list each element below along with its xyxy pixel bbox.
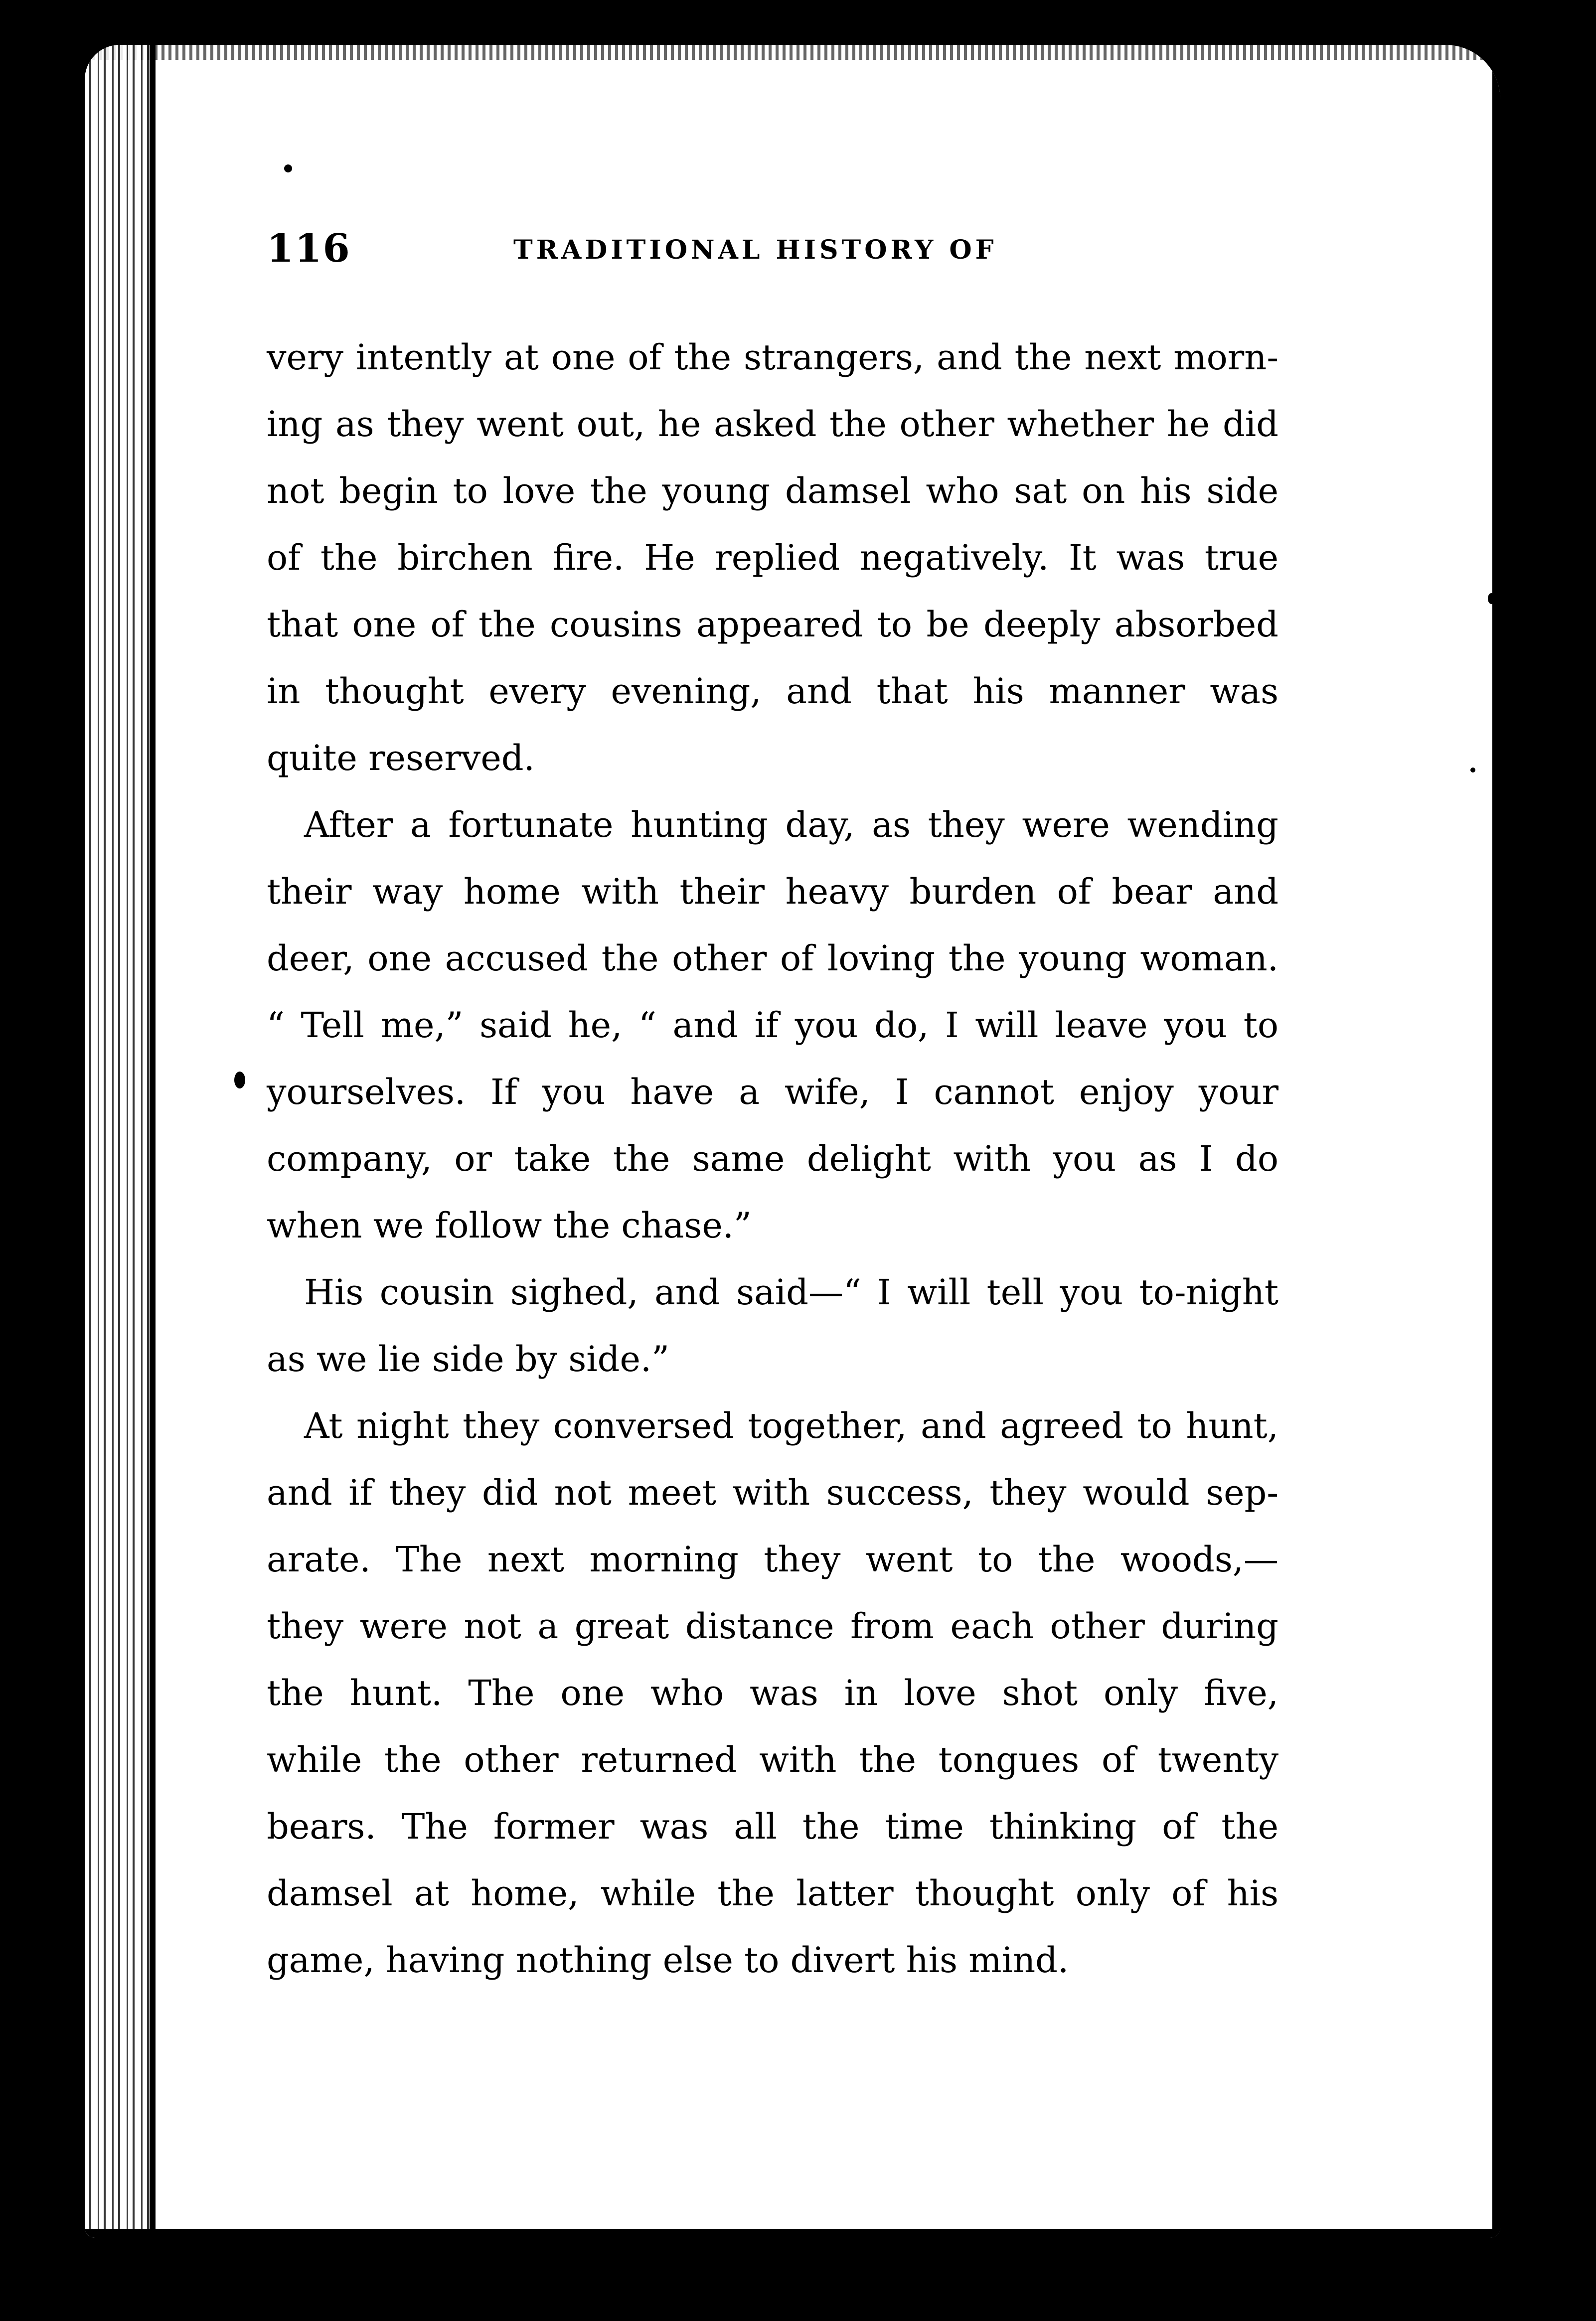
- text-line: company, or take the same delight with you as I do: [267, 1138, 1278, 1179]
- print-speck: [1488, 593, 1495, 604]
- text-line: as we lie side by side.”: [267, 1339, 669, 1380]
- text-line: that one of the cousins appeared to be deeply absorbed: [267, 604, 1278, 645]
- text-line: After a fortunate hunting day, as they were wending: [304, 804, 1278, 845]
- body-text: [267, 324, 1278, 1994]
- print-speck: [234, 1072, 245, 1088]
- text-line: in thought every evening, and that his manner was: [267, 671, 1278, 712]
- print-speck: [1470, 768, 1475, 773]
- book-gutter: [85, 45, 150, 2238]
- text-line: not begin to love the young damsel who sat on his side: [267, 470, 1278, 511]
- text-line: deer, one accused the other of loving the young woman.: [267, 938, 1278, 979]
- text-line: bears. The former was all the time thinking of the: [267, 1806, 1278, 1847]
- text-line: ing as they went out, he asked the other whether he did: [267, 404, 1278, 445]
- text-line: At night they conversed together, and agreed to hunt,: [304, 1405, 1278, 1446]
- text-line: their way home with their heavy burden of bear and: [267, 871, 1278, 912]
- text-line: when we follow the chase.”: [267, 1205, 752, 1246]
- page-top-edge: [85, 45, 1500, 60]
- gutter-edge-line: [150, 45, 156, 2238]
- page-number: 116: [267, 226, 351, 271]
- text-line: the hunt. The one who was in love shot only five,: [267, 1673, 1278, 1713]
- page-bottom-edge: [85, 2229, 1500, 2238]
- text-line: they were not a great distance from each other during: [267, 1606, 1278, 1647]
- text-line: His cousin sighed, and said—“ I will tell you to-night: [304, 1272, 1278, 1313]
- text-line: damsel at home, while the latter thought only of his: [267, 1873, 1278, 1914]
- book-page: [85, 45, 1500, 2238]
- text-line: while the other returned with the tongues of twenty: [267, 1739, 1278, 1780]
- text-line: yourselves. If you have a wife, I cannot enjoy your: [267, 1072, 1278, 1112]
- text-line: “ Tell me,” said he, “ and if you do, I will leave you to: [267, 1005, 1278, 1046]
- text-line: arate. The next morning they went to the woods,—: [267, 1539, 1278, 1580]
- text-line: and if they did not meet with success, they would sep-: [267, 1472, 1278, 1513]
- page-right-edge: [1492, 45, 1500, 2238]
- text-line: of the birchen fire. He replied negatively. It was true: [267, 537, 1278, 578]
- text-line: game, having nothing else to divert his mind.: [267, 1940, 1069, 1981]
- running-title: TRADITIONAL HISTORY OF: [513, 235, 997, 265]
- text-line: quite reserved.: [267, 738, 535, 778]
- print-speck: [284, 164, 292, 172]
- running-head: [267, 226, 1194, 281]
- text-line: very intently at one of the strangers, and the next morn-: [267, 337, 1278, 378]
